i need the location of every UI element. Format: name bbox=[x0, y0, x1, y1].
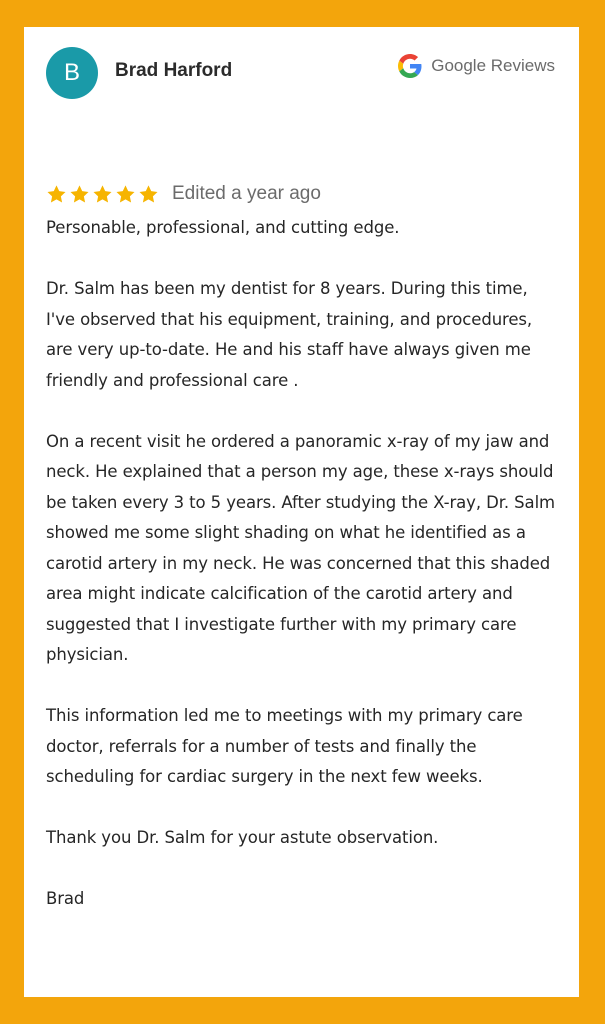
review-paragraph: Thank you Dr. Salm for your astute observation. bbox=[46, 828, 439, 847]
star-rating bbox=[46, 184, 159, 205]
star-icon bbox=[138, 184, 159, 205]
star-icon bbox=[115, 184, 136, 205]
star-icon bbox=[46, 184, 67, 205]
review-paragraph: On a recent visit he ordered a panoramic x-ray of my jaw and neck. He explained that a person my age, these x-rays should be taken every 3 to 5 years. After studying the X-ray, Dr. Salm showed me some slight shading on what he identified as a carotid artery in my neck. He was concerned that this shaded area might indicate calcification of the carotid artery and suggested that I investigate further with my primary care physician. bbox=[46, 431, 556, 664]
source-label: Google Reviews bbox=[431, 56, 555, 75]
review-paragraph: Dr. Salm has been my dentist for 8 years. During this time, I've observed that his equipment, training, and procedures, are very up-to-date. He and his staff have always given me friendly and professional care . bbox=[46, 279, 533, 390]
review-body bbox=[46, 213, 561, 915]
review-card bbox=[24, 27, 579, 997]
review-signature: Brad bbox=[46, 889, 85, 908]
edited-timestamp: Edited a year ago bbox=[172, 183, 321, 204]
avatar: B bbox=[46, 47, 98, 99]
review-meta bbox=[46, 183, 321, 205]
google-g-icon bbox=[398, 54, 422, 78]
review-source bbox=[398, 54, 555, 78]
star-icon bbox=[92, 184, 113, 205]
review-paragraph: Personable, professional, and cutting edge. bbox=[46, 218, 400, 237]
review-paragraph: This information led me to meetings with my primary care doctor, referrals for a number of tests and finally the scheduling for cardiac surgery in the next few weeks. bbox=[46, 706, 523, 786]
reviewer-name: Brad Harford bbox=[115, 60, 233, 81]
star-icon bbox=[69, 184, 90, 205]
